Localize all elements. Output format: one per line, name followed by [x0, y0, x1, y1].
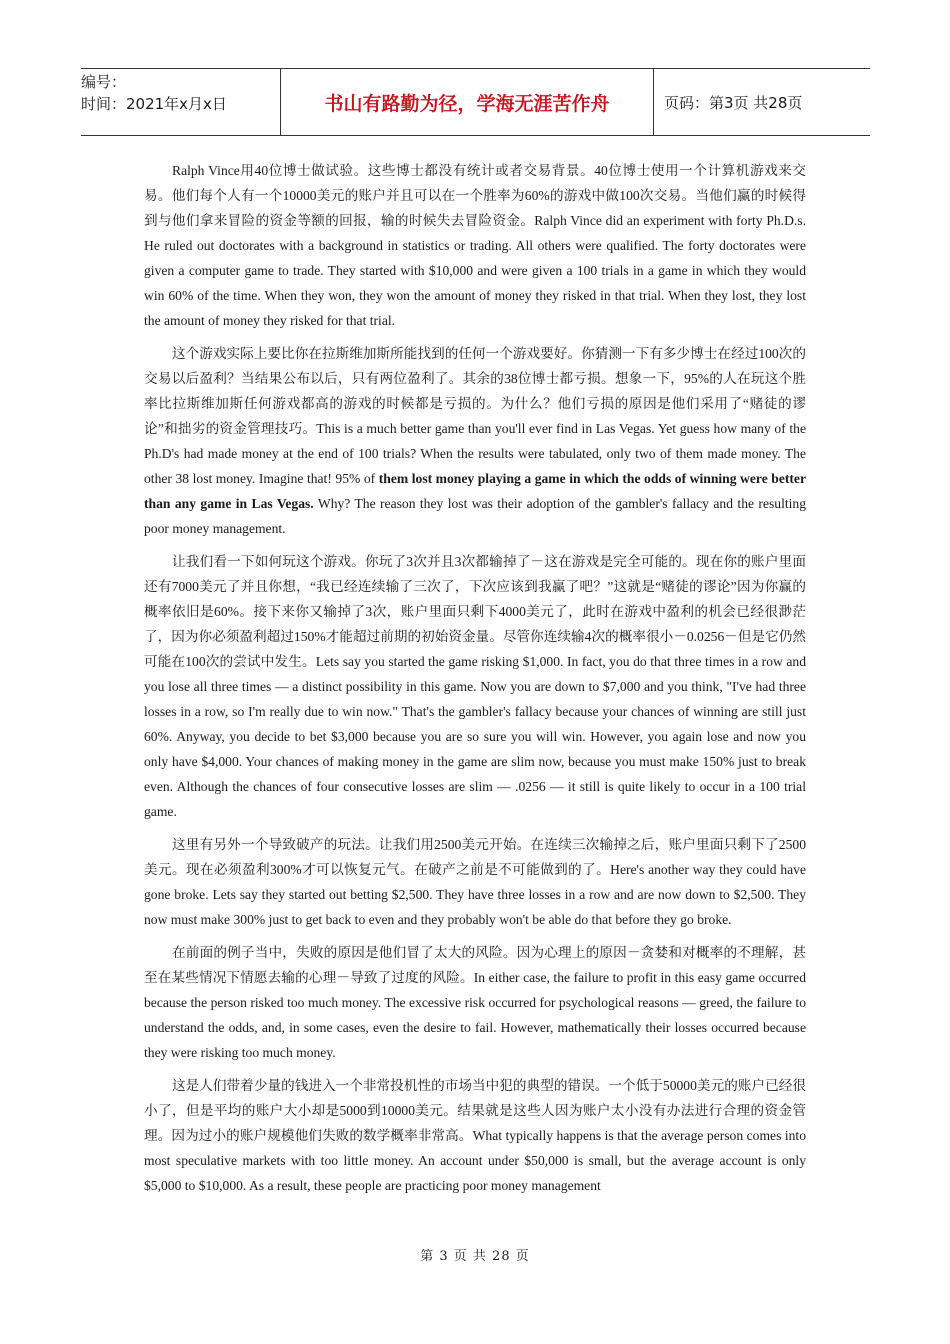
serial-label: 编号： — [81, 73, 127, 91]
paragraph-5: 在前面的例子当中，失败的原因是他们冒了太大的风险。因为心理上的原因－贪婪和对概率的不理解，甚至在某些情况下情愿去输的心理－导致了过度的风险。In either case, the failure to profit in this easy game occurred because the person risked too much money. The excessive risk occurred for psychological reasons — greed, the failure to understand the odds, and, in some cases, even the desire to fail. However, mathematically their losses occurred because they were risking too much money. — [144, 945, 806, 1060]
page-header — [81, 68, 870, 136]
header-page-label: 页码：第3页 共28页 — [664, 93, 803, 112]
document-body — [144, 158, 806, 1206]
paragraph-1: Ralph Vince用40位博士做试验。这些博士都没有统计或者交易背景。40位博士使用一个计算机游戏来交易。他们每个人有一个10000美元的账户并且可以在一个胜率为60%的游戏中做100次交易。当他们赢的时候得到与他们拿来冒险的资金等额的回报，输的时候失去冒险资金。Ralph Vince did an experiment with forty Ph.D.s. He ruled out doctorates with a background in statistics or trading. All others were qualified. The forty doctorates were given a computer game to trade. They started with $10,000 and were given a 100 trials in a game in which they would win 60% of the time. When they won, they won the amount of money they risked in that trial. When they lost, they lost the amount of money they risked for that trial. — [144, 163, 806, 328]
paragraph-3: 让我们看一下如何玩这个游戏。你玩了3次并且3次都输掉了－这在游戏是完全可能的。现在你的账户里面还有7000美元了并且你想，“我已经连续输了三次了，下次应该到我赢了吧？”这就是“赌徒的谬论”因为你赢的概率依旧是60%。接下来你又输掉了3次，账户里面只剩下4000美元了，此时在游戏中盈利的机会已经很渺茫了，因为你必须盈利超过150%才能超过前期的初始资金量。尽管你连续输4次的概率很小－0.0256－但是它仍然可能在100次的尝试中发生。Lets say you started the game risking $1,000. In fact, you do that three times in a row and you lose all three times — a distinct possibility in this game. Now you are down to $7,000 and you think, "I've had three losses in a row, so I'm really due to win now." That's the gambler's fallacy because your chances of winning are still just 60%. Anyway, you decide to bet $3,000 because you are so sure you will win. However, you again lose and now you only have $4,000. Your chances of making money in the game are slim now, because you must make 150% just to break even. Although the chances of four consecutive losses are slim — .0256 — it still is quite likely to occur in a 100 trial game. — [144, 554, 806, 819]
time-label: 时间：2021年x月x日 — [81, 95, 227, 113]
bold-emphasis: them lost money playing a game in which the odds of winning were better than any game in Las Vegas. — [144, 471, 806, 511]
header-motto: 书山有路勤为径，学海无涯苦作舟 — [281, 69, 654, 135]
page-footer: 第 3 页 共 28 页 — [420, 1249, 530, 1264]
paragraph-2: 这个游戏实际上要比你在拉斯维加斯所能找到的任何一个游戏要好。你猜测一下有多少博士在经过100次的交易以后盈利？当结果公布以后，只有两位盈利了。其余的38位博士都亏损。想象一下，95%的人在玩这个胜率比拉斯维加斯任何游戏都高的游戏的时候都是亏损的。为什么？他们亏损的原因是他们采用了“赌徒的谬论”和拙劣的资金管理技巧。This is a much better game than you'll ever find in Las Vegas. Yet guess how many of the Ph.D's had made money at the end of 100 trials? When the results were tabulated, only two of them made money. The other 38 lost money. Imagine that! 95% of them lost money playing a game in which the odds of winning were better than any game in Las Vegas. Why? The reason they lost was their adoption of the gambler's fallacy and the resulting poor money management. — [144, 346, 806, 536]
header-meta — [81, 69, 281, 135]
paragraph-6: 这是人们带着少量的钱进入一个非常投机性的市场当中犯的典型的错误。一个低于50000美元的账户已经很小了，但是平均的账户大小却是5000到10000美元。结果就是这些人因为账户太小没有办法进行合理的资金管理。因为过小的账户规模他们失败的数学概率非常高。What typically happens is that the average person comes into most speculative markets with too little money. An account under $50,000 is small, but the average account is only $5,000 to $10,000. As a result, these people are practicing poor money management — [144, 1078, 806, 1193]
paragraph-4: 这里有另外一个导致破产的玩法。让我们用2500美元开始。在连续三次输掉之后，账户里面只剩下了2500美元。现在必须盈利300%才可以恢复元气。在破产之前是不可能做到的了。Here's another way they could have gone broke. Lets say they started out betting $2,500. They have three losses in a row and are now down to $2,500. They now must make 300% just to get back to even and they probably won't be able do that before they go broke. — [144, 837, 806, 927]
